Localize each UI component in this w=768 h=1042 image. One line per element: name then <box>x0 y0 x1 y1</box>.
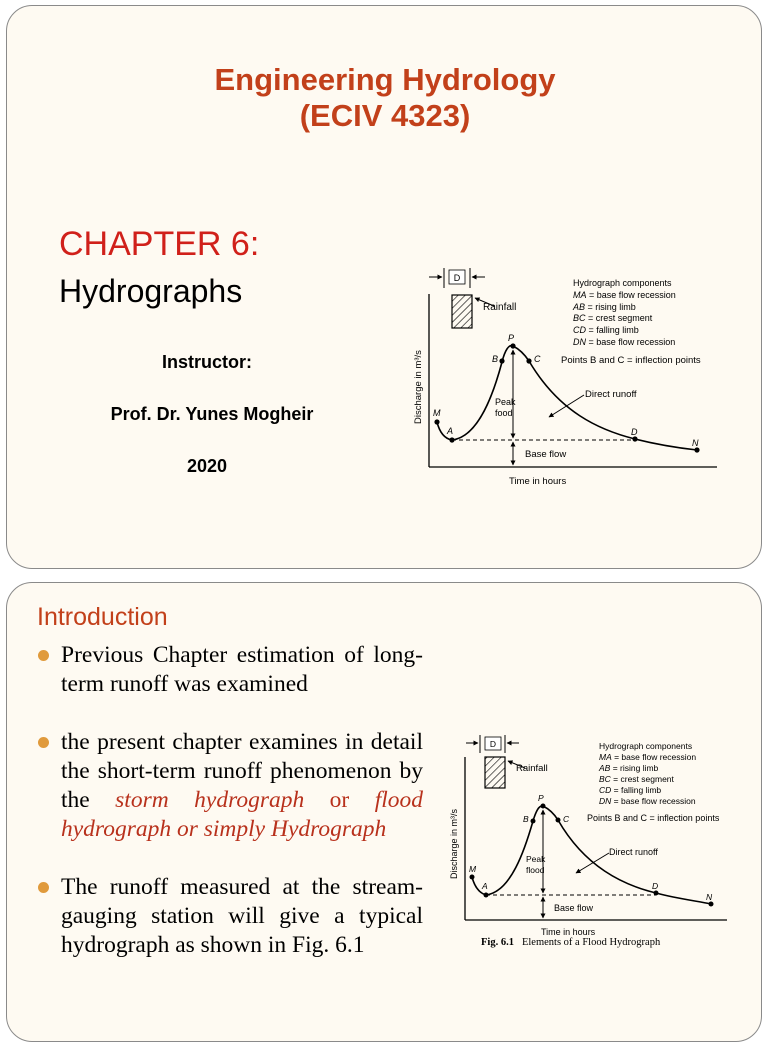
component-ab: AB = rising limb <box>599 763 659 773</box>
y-axis-label: Discharge in m³/s <box>449 808 459 879</box>
bullet-1 <box>37 641 423 699</box>
point-d: D <box>652 881 659 891</box>
point-d: D <box>631 427 638 437</box>
or-word: or <box>304 787 375 813</box>
direct-runoff-label: Direct runoff <box>585 389 637 400</box>
component-dn: DN = base flow recession <box>599 796 696 806</box>
component-cd: CD = falling limb <box>573 325 639 335</box>
rainfall-block <box>485 757 505 788</box>
storm-hydrograph-term: storm hydrograph <box>115 787 305 813</box>
bullet-3-text: The runoff measured at the stream-gauging station will give a typical hydrograph as shown in Fig. 6.1 <box>61 874 423 958</box>
rainfall-block <box>452 295 472 328</box>
year: 2020 <box>186 456 228 476</box>
peak-label: Peak <box>526 854 546 864</box>
instructor-name: Prof. Dr. Yunes Mogheir <box>110 404 314 424</box>
hydrograph-figure-2 <box>437 729 747 951</box>
component-bc: BC = crest segment <box>599 774 674 784</box>
bullet-2-text: the present chapter examines in detail the short-term runoff phenomenon by the <box>61 729 423 813</box>
hydrograph-figure <box>399 262 729 492</box>
figure-caption: Fig. 6.1 Elements of a Flood Hydrograph <box>481 937 661 948</box>
peak-label: Peak <box>495 397 516 407</box>
bullet-dot <box>38 737 49 748</box>
base-flow-label: Base flow <box>554 903 594 913</box>
chapter-heading: CHAPTER 6: <box>59 225 260 263</box>
slide-title <box>6 5 762 569</box>
d-label: D <box>489 739 497 749</box>
rainfall-label: Rainfall <box>483 302 517 313</box>
point-b: B <box>492 354 499 364</box>
inflection-note: Points B and C = inflection points <box>561 355 701 366</box>
point-c: C <box>534 354 541 364</box>
bullet-list <box>37 641 423 989</box>
course-title: Engineering Hydrology <box>214 62 556 97</box>
component-ma: MA = base flow recession <box>573 290 676 300</box>
x-axis-label: Time in hours <box>509 476 567 487</box>
rainfall-label: Rainfall <box>516 763 548 774</box>
component-ma: MA = base flow recession <box>599 752 697 762</box>
course-code: (ECIV 4323) <box>299 98 471 133</box>
base-flow-label: Base flow <box>525 449 567 460</box>
direct-runoff-label: Direct runoff <box>609 847 658 857</box>
flood-hydrograph-term: flood hydrograph or simply Hydrograph <box>61 787 423 842</box>
point-m: M <box>469 864 477 874</box>
d-label: D <box>453 273 461 283</box>
peak-label-2: food <box>495 408 513 418</box>
components-title: Hydrograph components <box>599 741 693 751</box>
inflection-note: Points B and C = inflection points <box>587 813 720 823</box>
component-bc: BC = crest segment <box>573 313 653 323</box>
point-m: M <box>433 408 441 418</box>
component-ab: AB = rising limb <box>573 302 636 312</box>
x-axis-label: Time in hours <box>541 927 596 937</box>
point-p: P <box>538 793 544 803</box>
point-n: N <box>692 438 699 448</box>
point-b: B <box>523 814 529 824</box>
point-a: A <box>482 881 488 891</box>
point-n: N <box>706 892 713 902</box>
bullet-3 <box>37 873 423 960</box>
peak-label-2: flood <box>526 865 545 875</box>
instructor-label: Instructor: <box>162 352 252 372</box>
y-axis-label: Discharge in m³/s <box>413 350 424 424</box>
point-a: A <box>447 426 454 436</box>
point-c: C <box>563 814 570 824</box>
components-title: Hydrograph components <box>573 278 672 288</box>
bullet-1-text: Previous Chapter estimation of long-term runoff was examined <box>61 642 423 697</box>
chapter-subtitle: Hydrographs <box>59 273 243 309</box>
point-p: P <box>508 333 515 343</box>
bullet-dot <box>38 882 49 893</box>
component-dn: DN = base flow recession <box>573 337 676 347</box>
bullet-2 <box>37 728 423 844</box>
slide-introduction <box>6 582 762 1042</box>
bullet-dot <box>38 650 49 661</box>
component-cd: CD = falling limb <box>599 785 662 795</box>
introduction-heading: Introduction <box>37 603 168 631</box>
